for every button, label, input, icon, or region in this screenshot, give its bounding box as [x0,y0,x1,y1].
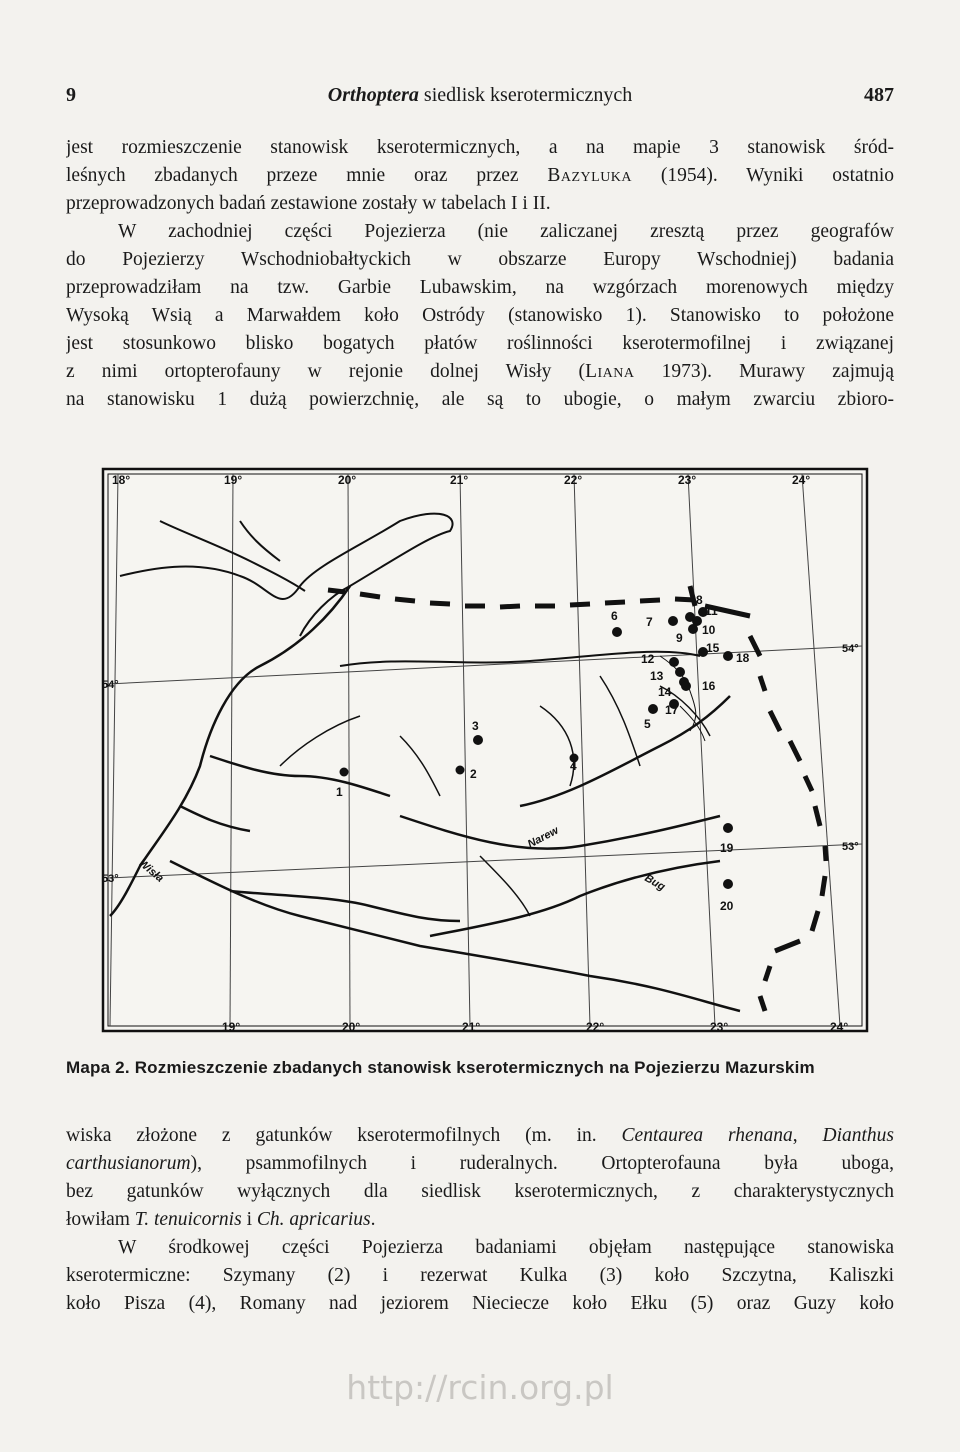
longitude-label: 19° [222,1020,241,1034]
site-marker [456,766,465,775]
species-name: carthusianorum [66,1153,191,1174]
site-number-label: 20 [720,899,734,913]
text-line [66,1206,894,1234]
species-name: Dianthus [822,1125,894,1146]
longitude-label: 21° [450,473,469,487]
text-line: W zachodniej części Pojezierza (nie zaliczanej zresztą przez geografów [118,221,894,242]
site-marker [669,657,679,667]
longitude-label: 21° [462,1020,481,1034]
longitude-label: 22° [564,473,583,487]
text-fragment: , [792,1125,823,1146]
site-number-label: 1 [336,785,343,799]
map-svg [100,466,870,1034]
running-title [66,84,894,107]
site-number-label: 18 [736,651,750,665]
site-number-label: 2 [470,767,477,781]
text-fragment: ), psammofilnych i ruderalnych. Ortopterofauna była uboga, [190,1153,894,1174]
text-line [66,1150,894,1178]
river-label: Narew [525,824,561,851]
site-marker [681,681,691,691]
site-number-label: 5 [644,717,651,731]
text-line: jest stosunkowo blisko bogatych płatów roślinności kserotermofilnej i związanej [66,333,894,354]
text-line [66,162,894,190]
site-marker [723,651,733,661]
species-name: Centaurea rhenana [621,1125,793,1146]
text-line [66,1122,894,1150]
site-number-label: 17 [665,703,679,717]
latitude-label: 54° [842,643,859,655]
caption-prefix: Mapa 2. [66,1058,130,1077]
site-marker [668,616,678,626]
map-frame [103,469,867,1031]
running-title-italic: Orthoptera [327,84,419,106]
text-line: bez gatunków wyłącznych dla siedlisk kserotermicznych, z charakterystycznych [66,1181,894,1202]
text-fragment: 1973). Murawy zajmują [634,361,894,382]
text-fragment: i [241,1209,257,1230]
site-marker [723,823,733,833]
text-line: kserotermiczne: Szymany (2) i rezerwat Kulka (3) koło Szczytna, Kaliszki [66,1265,894,1286]
text-fragment: leśnych zbadanych przeze mnie oraz przez [66,165,548,186]
site-number-label: 16 [702,679,716,693]
longitude-label: 23° [710,1020,729,1034]
text-fragment: łowiłam [66,1209,135,1230]
text-line: przeprowadzonych badań zestawione zostały w tabelach I i II. [66,193,551,214]
longitude-label: 18° [112,473,131,487]
page-number-left: 9 [66,84,76,106]
site-number-label: 8 [696,593,703,607]
site-number-label: 4 [570,759,577,773]
site-number-label: 15 [706,641,720,655]
text-line: Wysoką Wsią a Marwałdem koło Ostródy (stanowisko 1). Stanowisko to położone [66,305,894,326]
site-number-label: 3 [472,719,479,733]
longitude-label: 24° [792,473,811,487]
longitude-label: 22° [586,1020,605,1034]
text-line: do Pojezierzy Wschodniobałtyckich w obszarze Europy Wschodniej) badania [66,249,894,270]
site-number-label: 6 [611,609,618,623]
map-figure [100,466,870,1034]
latitude-label: 53° [102,873,119,885]
site-marker [692,616,702,626]
site-marker [675,667,685,677]
site-marker [473,735,483,745]
text-fragment: . [370,1209,376,1230]
text-fragment: wiska złożone z gatunków kserotermofilnych (m. in. [66,1125,622,1146]
longitude-label: 23° [678,473,697,487]
site-marker [648,704,658,714]
map-caption [66,1058,894,1078]
site-number-label: 10 [702,623,716,637]
text-fragment: z nimi ortopterofauny w rejonie dolnej Wisły ( [66,361,586,382]
site-number-label: 9 [676,631,683,645]
site-number-label: 7 [646,615,653,629]
latitude-label: 54° [102,679,119,691]
site-marker [723,879,733,889]
text-line: przeprowadziłam na tzw. Garbie Lubawskim, na wzgórzach morenowych między [66,277,894,298]
longitude-label: 20° [342,1020,361,1034]
site-number-label: 11 [705,604,718,618]
text-fragment: (1954). Wyniki ostatnio [632,165,894,186]
running-title-rest: siedlisk kserotermicznych [418,84,633,106]
site-marker [340,768,349,777]
site-number-label: 12 [641,652,655,666]
site-number-label: 14 [658,685,672,699]
longitude-label: 24° [830,1020,849,1034]
longitude-label: 19° [224,473,243,487]
site-marker [612,627,622,637]
text-line: koło Pisza (4), Romany nad jeziorem Nieciecze koło Ełku (5) oraz Guzy koło [66,1293,894,1314]
body-text-top [66,134,894,414]
site-number-label: 13 [650,669,664,683]
species-name: T. tenuicornis [134,1209,242,1230]
text-line [66,358,894,386]
author-citation: Liana [585,361,635,382]
body-text-bottom [66,1122,894,1318]
longitude-label: 20° [338,473,357,487]
running-header [66,84,894,112]
watermark-url: http://rcin.org.pl [346,1368,614,1407]
site-number-label: 19 [720,841,734,855]
page-number-right: 487 [864,84,894,106]
river-label: Wisła [136,857,166,885]
author-citation: Bazyluka [547,165,633,186]
text-line: jest rozmieszczenie stanowisk kserotermicznych, a na mapie 3 stanowisk śród- [66,137,894,158]
latitude-label: 53° [842,841,859,853]
caption-text: Rozmieszczenie zbadanych stanowisk kserotermicznych na Pojezierzu Mazurskim [129,1058,815,1077]
river-label: Bug [642,872,668,894]
species-name: Ch. apricarius [256,1209,371,1230]
text-line: W środkowej części Pojezierza badaniami objęłam następujące stanowiska [118,1237,894,1258]
text-line: na stanowisku 1 dużą powierzchnię, ale są to ubogie, o małym zwarciu zbioro- [66,389,894,410]
